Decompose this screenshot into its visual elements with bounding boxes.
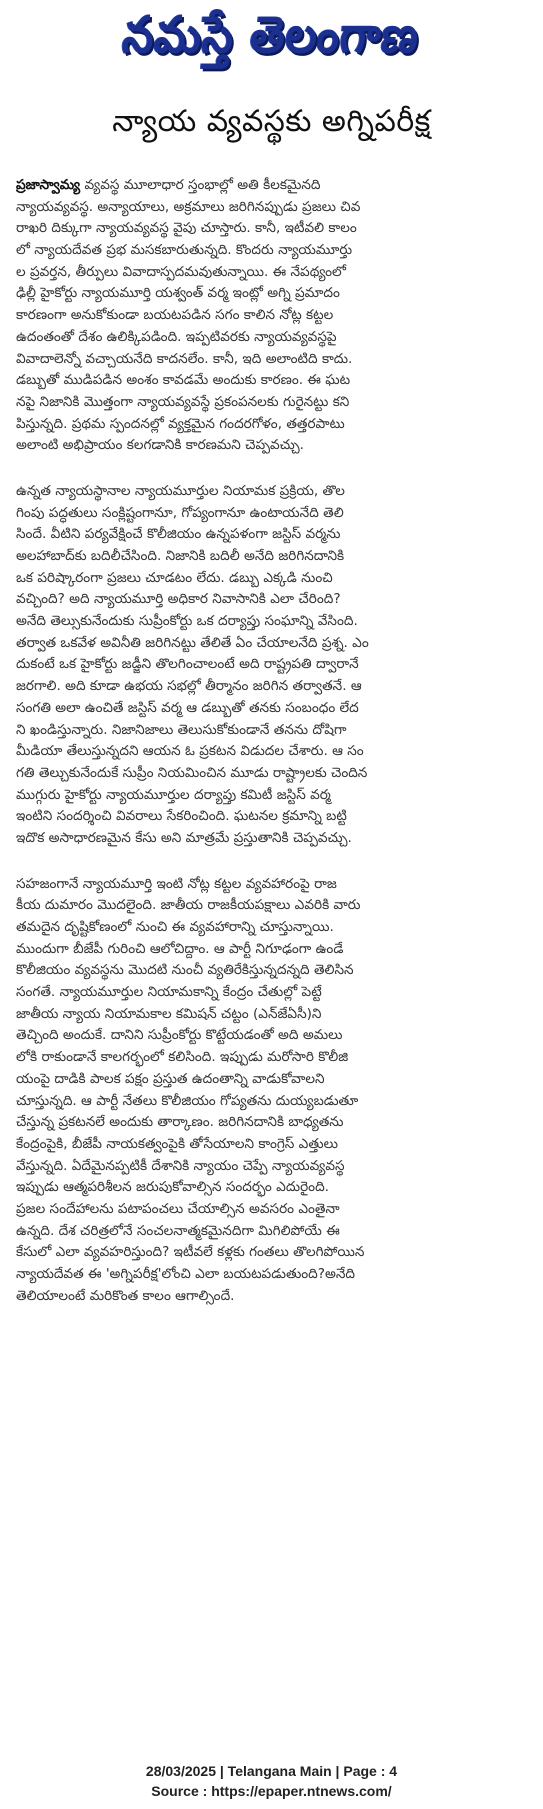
article-line — [16, 874, 501, 896]
article-line — [16, 1264, 501, 1286]
article-line-text: సిందే. వీటిని పర్యవేక్షించే కొలీజియం ఉన్నపళంగా జస్టిస్ వర్మను — [16, 526, 341, 543]
article-line-text: చూస్తున్నది. ఆ పార్టీ నేతలు కొలీజియం గోప్యతను దుయ్యబడుతూ — [16, 1092, 359, 1109]
article-line-text: లోకి రాకుండానే కాలగర్భంలో కలిసింది. ఇప్పుడు మరోసారి కొలీజి — [16, 1049, 349, 1066]
article-line-text: వేస్తున్నది. ఏదేమైనప్పటికీ దేశానికి న్యాయం చెప్పే న్యాయవ్యవస్థ — [16, 1157, 345, 1174]
article-line-text: సంగతి అలా ఉంచితే జస్టిస్ వర్మ ఆ డబ్బుతో తనకు సంబంధం లేద — [16, 699, 359, 716]
article-line-text: ని ఖండిస్తున్నారు. నిజానిజాలు తెలుసుకోకుండానే తనను దోషిగా — [16, 721, 347, 738]
article-line-text: వచ్చింది? అది న్యాయమూర్తి అధికార నివాసానికి ఎలా చేరింది? — [16, 591, 341, 608]
article-line-text: తర్వాత ఒకవేళ అవినీతి జరిగినట్టు తేలితే ఏం చేయాలనేది ప్రశ్న. ఎం — [16, 634, 369, 651]
article-line — [16, 1199, 501, 1221]
article-line-text: పిస్తున్నది. ప్రథమ స్పందనల్లో వ్యక్తమైన గందరగోళం, తత్తరపాటు — [16, 415, 345, 432]
article-line-text: సహజంగానే న్యాయమూర్తి ఇంటి నోట్ల కట్టల వ్యవహారంపై రాజ — [16, 875, 337, 892]
article-line — [16, 1025, 501, 1047]
article-line-text: ఉన్నత న్యాయస్థానాల న్యాయమూర్తుల నియామక ప్రక్రియ, తొల — [16, 482, 345, 499]
article-line — [16, 763, 501, 785]
article-line — [16, 175, 501, 197]
article-line — [16, 589, 501, 611]
article-line-text: కీయ దుమారం మొదలైంది. జాతీయ రాజకీయపక్షాలు ఎవరికి వారు — [16, 897, 361, 914]
article-line — [16, 1069, 501, 1091]
article-line — [16, 327, 501, 349]
article-line — [16, 524, 501, 546]
article-line — [16, 828, 501, 850]
article-line-text: ఒక పరిష్కారంగా ప్రజలు చూడటం లేదు. డబ్బు ఎక్కడి నుంచి — [16, 569, 333, 586]
article-line-text: తెచ్చింది అందుకే. దానిని సుప్రీంకోర్టు కొట్టేయడంతో అది అమలు — [16, 1027, 343, 1044]
article-line — [16, 633, 501, 655]
footer-dateline: 28/03/2025 | Telangana Main | Page : 4 — [145, 1763, 398, 1779]
article-line-text: యంపై దాడికి పాలక పక్షం ప్రస్తుత ఉదంతాన్ని వాడుకోవాలని — [16, 1070, 325, 1087]
article-line — [16, 720, 501, 742]
article-line — [16, 654, 501, 676]
article-line — [16, 806, 501, 828]
article-body — [16, 175, 501, 1331]
article-line — [16, 960, 501, 982]
article-line-text: ముందుగా బీజేపీ గురించి ఆలోచిద్దాం. ఆ పార్టీ నిగూఢంగా ఉండే — [16, 940, 344, 957]
article-line-text: నపై నిజానికి మొత్తంగా న్యాయవ్యవస్థే ప్రకంపనలకు గురైనట్టు కని — [16, 393, 350, 410]
article-line-text: దుకంటే ఒక హైకోర్టు జడ్జీని తొలగించాలంటే అది రాష్ట్రపతి ద్వారానే — [16, 656, 359, 673]
article-line — [16, 1242, 501, 1264]
paragraph-lead-word: ప్రజాస్వామ్య — [16, 177, 81, 193]
article-line — [16, 1047, 501, 1069]
article-line-text: కేసులో ఎలా వ్యవహరిస్తుంది? ఇటీవలే కళ్లకు గంతలు తొలగిపోయిన — [16, 1244, 365, 1261]
article-line — [16, 1112, 501, 1134]
article-line-text: సంగతే. న్యాయమూర్తుల నియామకాన్ని కేంద్రం చేతుల్లో పెట్టే — [16, 984, 322, 1001]
article-line-text: ఉదంతంతో దేశం ఉలిక్కిపడింది. ఇప్పటివరకు న్యాయవ్యవస్థపై — [16, 328, 337, 345]
article-line — [16, 503, 501, 525]
article-line-text: తెలియాలంటే మరికొంత కాలం ఆగాల్సిందే. — [16, 1287, 235, 1304]
article-line — [16, 481, 501, 503]
article-line-text: ఇదొక అసాధారణమైన కేసు అని మాత్రమే ప్రస్తుతానికి చెప్పవచ్చు. — [16, 829, 352, 846]
article-line-text: గతి తెల్చుకునేందుకే సుప్రీం నియమించిన మూడు రాష్ట్రాలకు చెందిన — [16, 764, 368, 781]
article-line-text: న్యాయవ్యవస్థ. అన్యాయాలు, అక్రమాలు జరిగినప్పుడు ప్రజలు చివ — [16, 198, 361, 215]
article-line — [16, 262, 501, 284]
article-line — [16, 1177, 501, 1199]
article-line-text: ఢిల్లీ హైకోర్టు న్యాయమూర్తి యశ్వంత్ వర్మ ఇంట్లో అగ్ని ప్రమాదం — [16, 285, 340, 302]
article-line — [16, 218, 501, 240]
article-line-text: డబ్బుతో ముడిపడిన అంశం కావడమే అందుకు కారణం. ఈ ఘట — [16, 372, 351, 389]
article-line — [16, 785, 501, 807]
article-line — [16, 414, 501, 436]
article-line-text: కారణంగా అనుకోకుండా బయటపడిన సగం కాలిన నోట్ల కట్టల — [16, 307, 334, 324]
article-line-text: కొలీజియం వ్యవస్థను మొదటి నుంచీ వ్యతిరేకిస్తున్నదన్నది తెలిసిన — [16, 962, 354, 979]
article-line — [16, 698, 501, 720]
article-line — [16, 392, 501, 414]
article-line-text: అనేది తెల్సుకునేందుకు సుప్రీంకోర్టు ఒక దర్యాప్తు సంఘాన్ని వేసింది. — [16, 613, 358, 630]
article-line — [16, 1221, 501, 1243]
article-line-text: ముగ్గురు హైకోర్టు న్యాయమూర్తుల దర్యాప్తు కమిటీ జస్టిస్ వర్మ — [16, 786, 331, 803]
article-line-text: కేంద్రంపైకి, బీజేపీ నాయకత్వంపైకి తోసేయాలని కాంగ్రెస్ ఎత్తులు — [16, 1135, 338, 1152]
article-line-text: తమదైన దృష్టికోణంలో నుంచి ఈ వ్యవహారాన్ని చూస్తున్నాయి. — [16, 919, 334, 935]
article-line — [16, 197, 501, 219]
article-line — [16, 546, 501, 568]
article-line-text: అలహాబాద్‌కు బదిలీచేసింది. నిజానికి బదిలీ అనేది జరిగినదానికి — [16, 548, 345, 564]
article-line-text: న్యాయదేవత ఈ 'అగ్నిపరీక్ష'లోంచి ఎలా బయటపడుతుంది?అనేది — [16, 1266, 355, 1282]
article-headline: న్యాయ వ్యవస్థకు అగ్నిపరీక్ష — [112, 104, 431, 139]
article-line — [16, 1286, 501, 1308]
article-line-text: గింపు పద్ధతులు సంక్లిష్టంగానూ, గోప్యంగానూ ఉంటాయనేది తెలి — [16, 504, 344, 521]
article-line-text: అలాంటి అభిప్రాయం కలగడానికి కారణమని చెప్పవచ్చు. — [16, 437, 304, 454]
article-line-text: జరగాలి. అది కూడా ఉభయ సభల్లో తీర్మానం జరిగిన తర్వాతనే. ఆ — [16, 678, 362, 695]
article-line — [16, 1134, 501, 1156]
article-line — [16, 568, 501, 590]
article-line-text: ఉన్నది. దేశ చరిత్రలోనే సంచలనాత్మకమైనదిగా మిగిలిపోయే ఈ — [16, 1222, 340, 1239]
article-line — [16, 982, 501, 1004]
article-line — [16, 895, 501, 917]
article-line — [16, 370, 501, 392]
masthead-logo — [0, 4, 543, 72]
masthead-title: నమస్తే తెలంగాణ — [120, 6, 423, 65]
article-line-text: చేస్తున్న ప్రకటనలే అందుకు తార్కాణం. జరిగినదానికి బాధ్యతను — [16, 1114, 344, 1131]
article-paragraph — [16, 175, 501, 457]
article-line-text: లో న్యాయదేవత ప్రభ మసకబారుతున్నది. కొందరు న్యాయమూర్తు — [16, 242, 353, 259]
article-line — [16, 1156, 501, 1178]
article-line — [16, 1091, 501, 1113]
article-line-text: మీడియా తేలుస్తున్నదని ఆయన ఓ ప్రకటన విడుదల చేశారు. ఆ సం — [16, 743, 364, 760]
article-line — [16, 435, 501, 457]
footer-source: Source : https://epaper.ntnews.com/ — [151, 1783, 392, 1799]
article-line-text: జాతీయ న్యాయ నియామకాల కమిషన్ చట్టం (ఎన్‌జేఏసీ)ని — [16, 1005, 322, 1022]
article-line-text: ల ప్రవర్తన, తీర్పులు వివాదాస్పదమవుతున్నాయి. ఈ నేపథ్యంలో — [16, 263, 347, 280]
article-line — [16, 349, 501, 371]
article-paragraph — [16, 874, 501, 1308]
article-line — [16, 917, 501, 939]
article-line — [16, 939, 501, 961]
article-line — [16, 240, 501, 262]
article-line — [16, 676, 501, 698]
article-line-text: వ్యవస్థ మూలాధార స్తంభాల్లో అతి కీలకమైనది — [80, 177, 321, 193]
article-line — [16, 305, 501, 327]
article-line-text: ఇంటిని సందర్శించి వివరాలు సేకరించింది. ఘటనల క్రమాన్ని బట్టి — [16, 808, 347, 825]
article-line — [16, 283, 501, 305]
article-line — [16, 611, 501, 633]
article-line-text: రాఖరి దిక్కుగా న్యాయవ్యవస్థ వైపు చూస్తారు. కానీ, ఇటీవలి కాలం — [16, 220, 357, 237]
article-line — [16, 1004, 501, 1026]
article-line — [16, 741, 501, 763]
article-paragraph — [16, 481, 501, 850]
article-line-text: వివాదాలెన్నో వచ్చాయనేది కాదనలేం. కానీ, ఇది అలాంటిది కాదు. — [16, 350, 353, 367]
article-line-text: ప్రజల సందేహాలను పటాపంచలు చేయాల్సిన అవసరం ఎంతైనా — [16, 1200, 340, 1217]
article-line-text: ఇప్పుడు ఆత్మపరిశీలన జరుపుకోవాల్సిన సందర్భం ఎదురైంది. — [16, 1179, 329, 1196]
